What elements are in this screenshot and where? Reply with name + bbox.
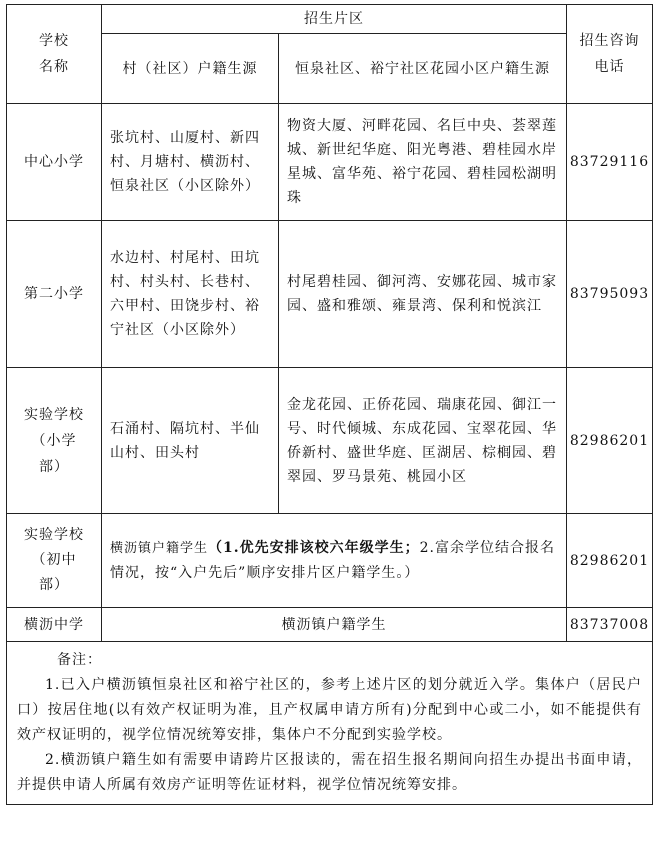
merged-eligibility: 横沥镇户籍学生 [102, 608, 567, 642]
school-name: 实验学校 （初中 部） [7, 514, 102, 608]
header-phone: 招生咨询 电话 [567, 5, 653, 104]
notes-label: 备注： [57, 652, 102, 668]
header-residential-col: 恒泉社区、裕宁社区花园小区户籍生源 [279, 34, 567, 104]
header-zone: 招生片区 [102, 5, 567, 34]
table-row [7, 608, 653, 642]
table-row [7, 368, 653, 514]
village-list: 石涌村、隔坑村、半仙山村、田头村 [102, 368, 279, 514]
village-list: 张坑村、山厦村、新四村、月塘村、横沥村、恒泉社区（小区除外） [102, 104, 279, 221]
phone-number: 83737008 [567, 608, 653, 642]
school-name: 横沥中学 [7, 608, 102, 642]
residential-list: 金龙花园、正侨花园、瑞康花园、御江一号、时代倾城、东成花园、宝翠花园、华侨新村、盛世华庭、匡湖居、棕榈园、碧翠园、罗马景苑、桃园小区 [279, 368, 567, 514]
phone-number: 82986201 [567, 368, 653, 514]
residential-list: 物资大厦、河畔花园、名巨中央、荟翠莲城、新世纪华庭、阳光粤港、碧桂园水岸星城、富华苑、裕宁花园、碧桂园松湖明珠 [279, 104, 567, 221]
table-row [7, 514, 653, 608]
residential-list: 村尾碧桂园、御河湾、安娜花园、城市家园、盛和雅颂、雍景湾、保利和悦滨江 [279, 221, 567, 368]
phone-number: 83795093 [567, 221, 653, 368]
village-list: 水边村、村尾村、田坑村、村头村、长巷村、六甲村、田饶步村、裕宁社区（小区除外） [102, 221, 279, 368]
table-row [7, 104, 653, 221]
note-item: 1.已入户横沥镇恒泉社区和裕宁社区的，参考上述片区的划分就近入学。集体户（居民户口）按居住地(以有效产权证明为准，且产权属申请方所有)分配到中心或二小，如不能提供有效产权证明的，视学位情况统筹安排，集体户不分配到实验学校。 [17, 677, 642, 743]
merged-eligibility [102, 514, 567, 608]
merged-rest: 2.富余学位结合报名情况，按“入户先后”顺序安排片区户籍学生。） [110, 540, 555, 581]
phone-number: 83729116 [567, 104, 653, 221]
priority-note: （1.优先安排该校六年级学生； [208, 540, 420, 556]
notes-row [7, 642, 653, 805]
header-school-name: 学校 名称 [7, 5, 102, 104]
enrollment-table [6, 4, 653, 805]
phone-number: 82986201 [567, 514, 653, 608]
school-name: 中心小学 [7, 104, 102, 221]
note-item: 2.横沥镇户籍生如有需要申请跨片区报读的，需在招生报名期间向招生办提出书面申请，并提供申请人所属有效房产证明等佐证材料，视学位情况统筹安排。 [17, 752, 642, 793]
school-name: 实验学校 （小学 部） [7, 368, 102, 514]
school-name: 第二小学 [7, 221, 102, 368]
merged-prefix: 横沥镇户籍学生 [110, 541, 209, 556]
notes-cell [7, 642, 653, 805]
header-village-col: 村（社区）户籍生源 [102, 34, 279, 104]
table-row [7, 221, 653, 368]
